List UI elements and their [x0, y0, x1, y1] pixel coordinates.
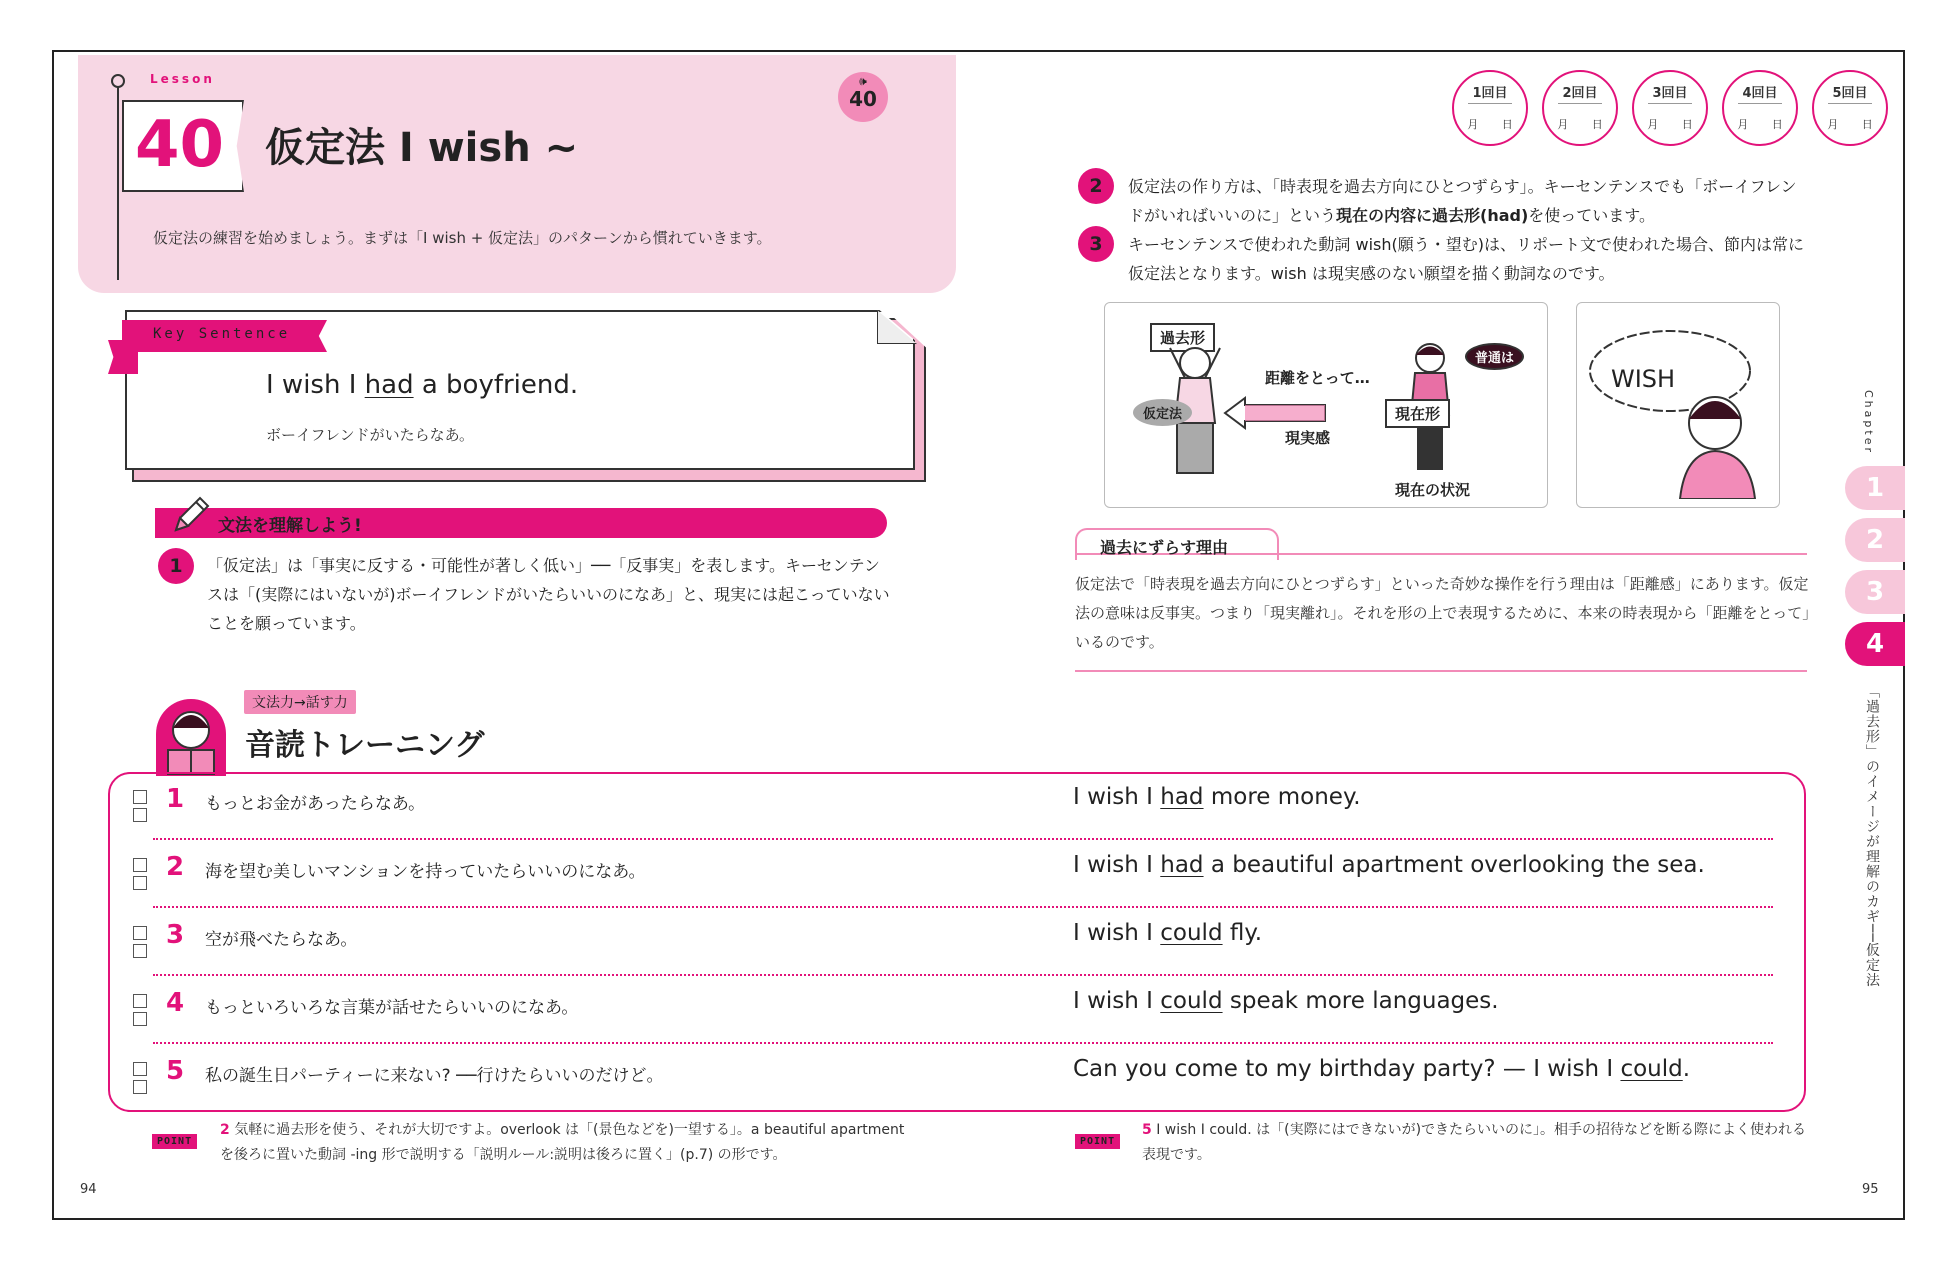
progress-circle-3[interactable]: [1632, 70, 1708, 146]
row-number: 1: [166, 784, 185, 814]
reality-label: 現実感: [1285, 429, 1331, 447]
row-number: 3: [166, 920, 185, 950]
point-number: 2: [220, 1122, 230, 1138]
reason-title: 過去にずらす理由: [1100, 538, 1229, 557]
training-heading: 音読トレーニング: [245, 728, 485, 763]
japanese-sentence: 私の誕生日パーティーに来ない? ──行けたらいいのだけど。: [205, 1066, 664, 1086]
key-sentence-underlined: had: [364, 370, 414, 400]
english-underlined: had: [1160, 852, 1204, 878]
wish-label: WISH: [1611, 365, 1676, 393]
progress-circle-4[interactable]: [1722, 70, 1798, 146]
row-number: 4: [166, 988, 185, 1018]
grammar-2-pre: 仮定法の作り方は、「時表現を過去方向にひとつずらす」。キーセンテンスでも「ボーイフレンドがいればいいのに」という: [1128, 177, 1797, 225]
page-number-left: 94: [80, 1182, 97, 1197]
grammar-2-post: を使っています。: [1528, 206, 1656, 225]
point-text-right: [1142, 1118, 1807, 1168]
progress-date: 月 日: [1737, 118, 1793, 131]
checkbox[interactable]: [133, 926, 147, 940]
progress-date: 月 日: [1557, 118, 1613, 131]
english-underlined: could: [1620, 1056, 1683, 1082]
key-sentence-label: Key Sentence: [153, 326, 291, 342]
current-situation-label: 現在の状況: [1395, 481, 1471, 499]
english-sentence: [1073, 852, 1705, 878]
wish-illustration: [1576, 302, 1780, 508]
progress-label: 5回目: [1828, 82, 1872, 104]
distance-illustration: [1104, 302, 1548, 508]
english-pre: Can you come to my birthday party? — I wish I: [1073, 1056, 1621, 1082]
english-pre: I wish I: [1073, 852, 1161, 878]
english-underlined: had: [1160, 784, 1204, 810]
progress-circle-2[interactable]: [1542, 70, 1618, 146]
training-row: [128, 908, 1773, 976]
past-form-sign: 過去形: [1150, 323, 1215, 352]
lesson-number: 40: [135, 108, 225, 182]
english-post: .: [1682, 1056, 1691, 1082]
checkbox[interactable]: [133, 1080, 147, 1094]
point-text-left: [220, 1118, 920, 1168]
checkbox[interactable]: [133, 944, 147, 958]
grammar-2-bold: 現在の内容に過去形(had): [1336, 206, 1529, 225]
progress-label: 1回目: [1468, 82, 1512, 104]
flag-ball: [111, 74, 125, 88]
subjunctive-bubble: 仮定法: [1133, 399, 1192, 426]
english-pre: I wish I: [1073, 784, 1161, 810]
chapter-label: Chapter: [1862, 390, 1875, 455]
training-row: [128, 840, 1773, 908]
progress-label: 2回目: [1558, 82, 1602, 104]
key-sentence-translation: ボーイフレンドがいたらなあ。: [266, 426, 474, 444]
grammar-number-1: 1: [158, 548, 194, 584]
training-row: [128, 1044, 1773, 1112]
checkbox[interactable]: [133, 808, 147, 822]
point-body: I wish I could. は「(実際にはできないが)できたらいいのに」。相手の招待などを断る際によく使われる表現です。: [1142, 1122, 1807, 1163]
japanese-sentence: 海を望む美しいマンションを持っていたらいいのになあ。: [205, 862, 646, 882]
english-post: more money.: [1203, 784, 1361, 810]
progress-date: 月 日: [1827, 118, 1883, 131]
english-post: fly.: [1222, 920, 1263, 946]
english-sentence: [1073, 784, 1361, 810]
progress-circle-5[interactable]: [1812, 70, 1888, 146]
progress-circle-1[interactable]: [1452, 70, 1528, 146]
chapter-tab-2[interactable]: 2: [1845, 518, 1905, 562]
checkbox[interactable]: [133, 858, 147, 872]
grammar-number-3: 3: [1078, 226, 1114, 262]
grammar-paragraph-3: キーセンテンスで使われた動詞 wish(願う・望む)は、リポート文で使われた場合、節内は常に仮定法となります。wish は現実感のない願望を描く動詞なのです。: [1128, 235, 1804, 283]
reason-text: 仮定法で「時表現を過去方向にひとつずらす」といった奇妙な操作を行う理由は「距離感」にあります。仮定法の意味は反事実。つまり「現実離れ」。それを形の上で表現するために、本来の時表現から「距離をとって」いるのです。: [1075, 575, 1810, 651]
progress-label: 3回目: [1648, 82, 1692, 104]
pencil-icon: [170, 492, 214, 536]
checkbox[interactable]: [133, 994, 147, 1008]
grammar-heading: 文法を理解しよう!: [218, 516, 362, 536]
english-underlined: could: [1160, 988, 1223, 1014]
audio-track-number: 40: [849, 87, 877, 111]
speaker-icon: 🕪: [859, 74, 867, 88]
grammar-paragraph-2: [1128, 172, 1808, 230]
checkbox[interactable]: [133, 1012, 147, 1026]
chapter-title: 「過去形」のイメージが理解のカギ──仮定法: [1864, 684, 1880, 988]
people-figures: [1145, 343, 1525, 493]
flag-pole: [117, 80, 119, 280]
english-post: speak more languages.: [1222, 988, 1499, 1014]
chapter-tab-3[interactable]: 3: [1845, 570, 1905, 614]
row-number: 5: [166, 1056, 185, 1086]
japanese-sentence: もっといろいろな言葉が話せたらいいのになあ。: [205, 998, 579, 1018]
progress-date: 月 日: [1467, 118, 1523, 131]
distance-label: 距離をとって…: [1265, 369, 1370, 387]
english-underlined: could: [1160, 920, 1223, 946]
japanese-sentence: 空が飛べたらなあ。: [205, 930, 358, 950]
point-number: 5: [1142, 1122, 1152, 1138]
grammar-number-2: 2: [1078, 168, 1114, 204]
wish-thought-figure: [1585, 323, 1769, 499]
key-sentence: [266, 370, 578, 400]
checkbox[interactable]: [133, 1062, 147, 1076]
english-sentence: [1073, 988, 1499, 1014]
english-sentence: [1073, 920, 1262, 946]
audio-track-badge[interactable]: [838, 72, 888, 122]
page-number-right: 95: [1862, 1182, 1879, 1197]
english-sentence: [1073, 1056, 1690, 1082]
lesson-title: 仮定法 I wish ~: [265, 125, 579, 171]
lesson-label: Lesson: [150, 72, 215, 86]
present-form-sign: 現在形: [1385, 399, 1450, 428]
lesson-intro: 仮定法の練習を始めましょう。まずは「I wish + 仮定法」のパターンから慣れていきます。: [153, 229, 772, 247]
checkbox[interactable]: [133, 790, 147, 804]
point-body: 気軽に過去形を使う、それが大切ですよ。overlook は「(景色などを)一望する」。a beautiful apartment を後ろに置いた動詞 -ing 形で説明する「説明ルール:説明は後ろに置く」(p.7) の形です。: [220, 1122, 905, 1163]
row-number: 2: [166, 852, 185, 882]
english-pre: I wish I: [1073, 920, 1161, 946]
training-tag: 文法力→話す力: [244, 690, 356, 714]
training-row: [128, 772, 1773, 840]
grammar-paragraph-1: 「仮定法」は「事実に反する・可能性が著しく低い」──「反事実」を表します。キーセンテンスは「(実際にはいないが)ボーイフレンドがいたらいいのになあ」と、現実には起こっていないことを願っています。: [207, 556, 890, 633]
reading-girl-icon: [152, 696, 230, 776]
japanese-sentence: もっとお金があったらなあ。: [205, 794, 426, 814]
key-sentence-pre: I wish I: [266, 370, 365, 400]
key-sentence-post: a boyfriend.: [413, 370, 579, 400]
checkbox[interactable]: [133, 876, 147, 890]
progress-date: 月 日: [1647, 118, 1703, 131]
chapter-tab-4[interactable]: 4: [1845, 622, 1905, 666]
chapter-tab-1[interactable]: 1: [1845, 466, 1905, 510]
training-row: [128, 976, 1773, 1044]
progress-label: 4回目: [1738, 82, 1782, 104]
english-post: a beautiful apartment overlooking the sea.: [1203, 852, 1705, 878]
reason-divider-bottom: [1075, 670, 1807, 672]
point-badge-left: POINT: [152, 1134, 197, 1149]
english-pre: I wish I: [1073, 988, 1161, 1014]
point-badge-right: POINT: [1075, 1134, 1120, 1149]
normal-bubble: 普通は: [1465, 343, 1524, 370]
